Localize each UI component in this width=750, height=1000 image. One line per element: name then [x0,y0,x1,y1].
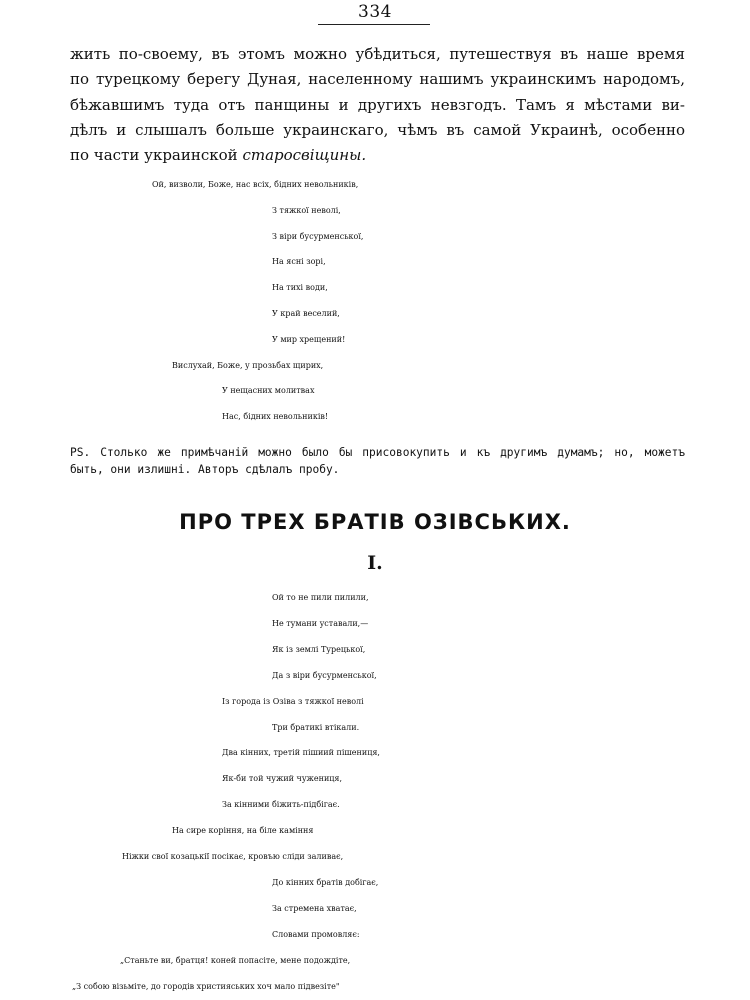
prose-line: бѣжавшимъ туда отъ панщины и другихъ невзгодъ. Тамъ я мѣстами ви- [70,95,685,114]
verse-line: З тяжкої неволі, [272,205,341,215]
verse-line: Нас, бідних невольників! [222,412,329,422]
prose-line: дѣлъ и слышалъ больше украинскаго, чѣмъ въ самой Украинѣ, особенно [70,120,685,139]
prose-line: жить по-своему, въ этомъ можно убѣдиться, путешествуя въ наше время [70,45,685,63]
verse-line: До кінних братів добігає, [272,877,379,887]
prose-paragraph [70,42,685,168]
prose-italic-word: старосвіщины. [242,146,367,165]
verse-line: Три братикі втікали. [272,722,360,732]
page-number-rule [318,24,430,25]
prose-line [70,143,685,168]
verse-line: Ой, визволи, Боже, нас всіх, бідних невольників, [152,180,359,189]
verse-line: За кінними біжить-підбігає. [222,800,340,810]
verse-line: У нещасних молитвах [222,386,315,396]
page-number: 334 [358,2,392,22]
verse-line: Як із землі Турецької, [272,644,366,654]
verse-line: Із города із Озіва з тяжкої неволі [222,696,364,706]
verse-line: На сире коріння, на біле каміння [172,826,314,836]
verse-line: У мир хрещений! [272,334,346,344]
verse-line: Да з віри бусурменської, [272,670,377,680]
section-title: ПРО ТРЕХ БРАТІВ ОЗІВСЬКИХ. [179,510,571,534]
verse-block-prayer [0,172,750,430]
verse-line: У край веселий, [272,308,340,318]
verse-line: З віри бусурменської, [272,231,364,241]
verse-block-brothers [0,585,750,1000]
postscript-line: PS. Столько же примѣчаній можно было бы присовокупить и къ другимъ думамъ; но, можетъ [70,446,685,459]
verse-line: Не тумани уставали,— [272,618,369,628]
postscript-line: быть, они излишні. Авторъ сдѣлалъ пробу. [70,463,340,476]
section-number: I. [367,552,383,574]
verse-line: Як-би той чужий чужениця, [222,774,343,784]
verse-line: На тихі води, [272,283,328,293]
verse-line: На ясні зорі, [272,257,326,267]
prose-line-prefix: по части украинской [70,146,238,165]
verse-line: Ніжки свої козацькії посікає, кровъю сліди заливає, [122,852,344,862]
verse-line: „З собою візьміте, до городів християських хоч мало підвезіте" [72,981,340,991]
verse-line: Словами промовляє: [272,929,360,939]
verse-line: Два кінних, третій пішиий пішениця, [222,748,380,758]
verse-line: За стремена хватає, [272,903,357,913]
postscript-note [70,444,685,478]
prose-line: по турецкому берегу Дуная, населенному нашимъ украинскимъ народомъ, [70,70,685,89]
verse-line: „Станьте ви, братця! коней попасіте, мене подождіте, [120,955,351,965]
verse-line: Ой то не пили пилили, [272,593,369,602]
verse-line: Вислухай, Боже, у прозьбах щирих, [172,360,324,370]
